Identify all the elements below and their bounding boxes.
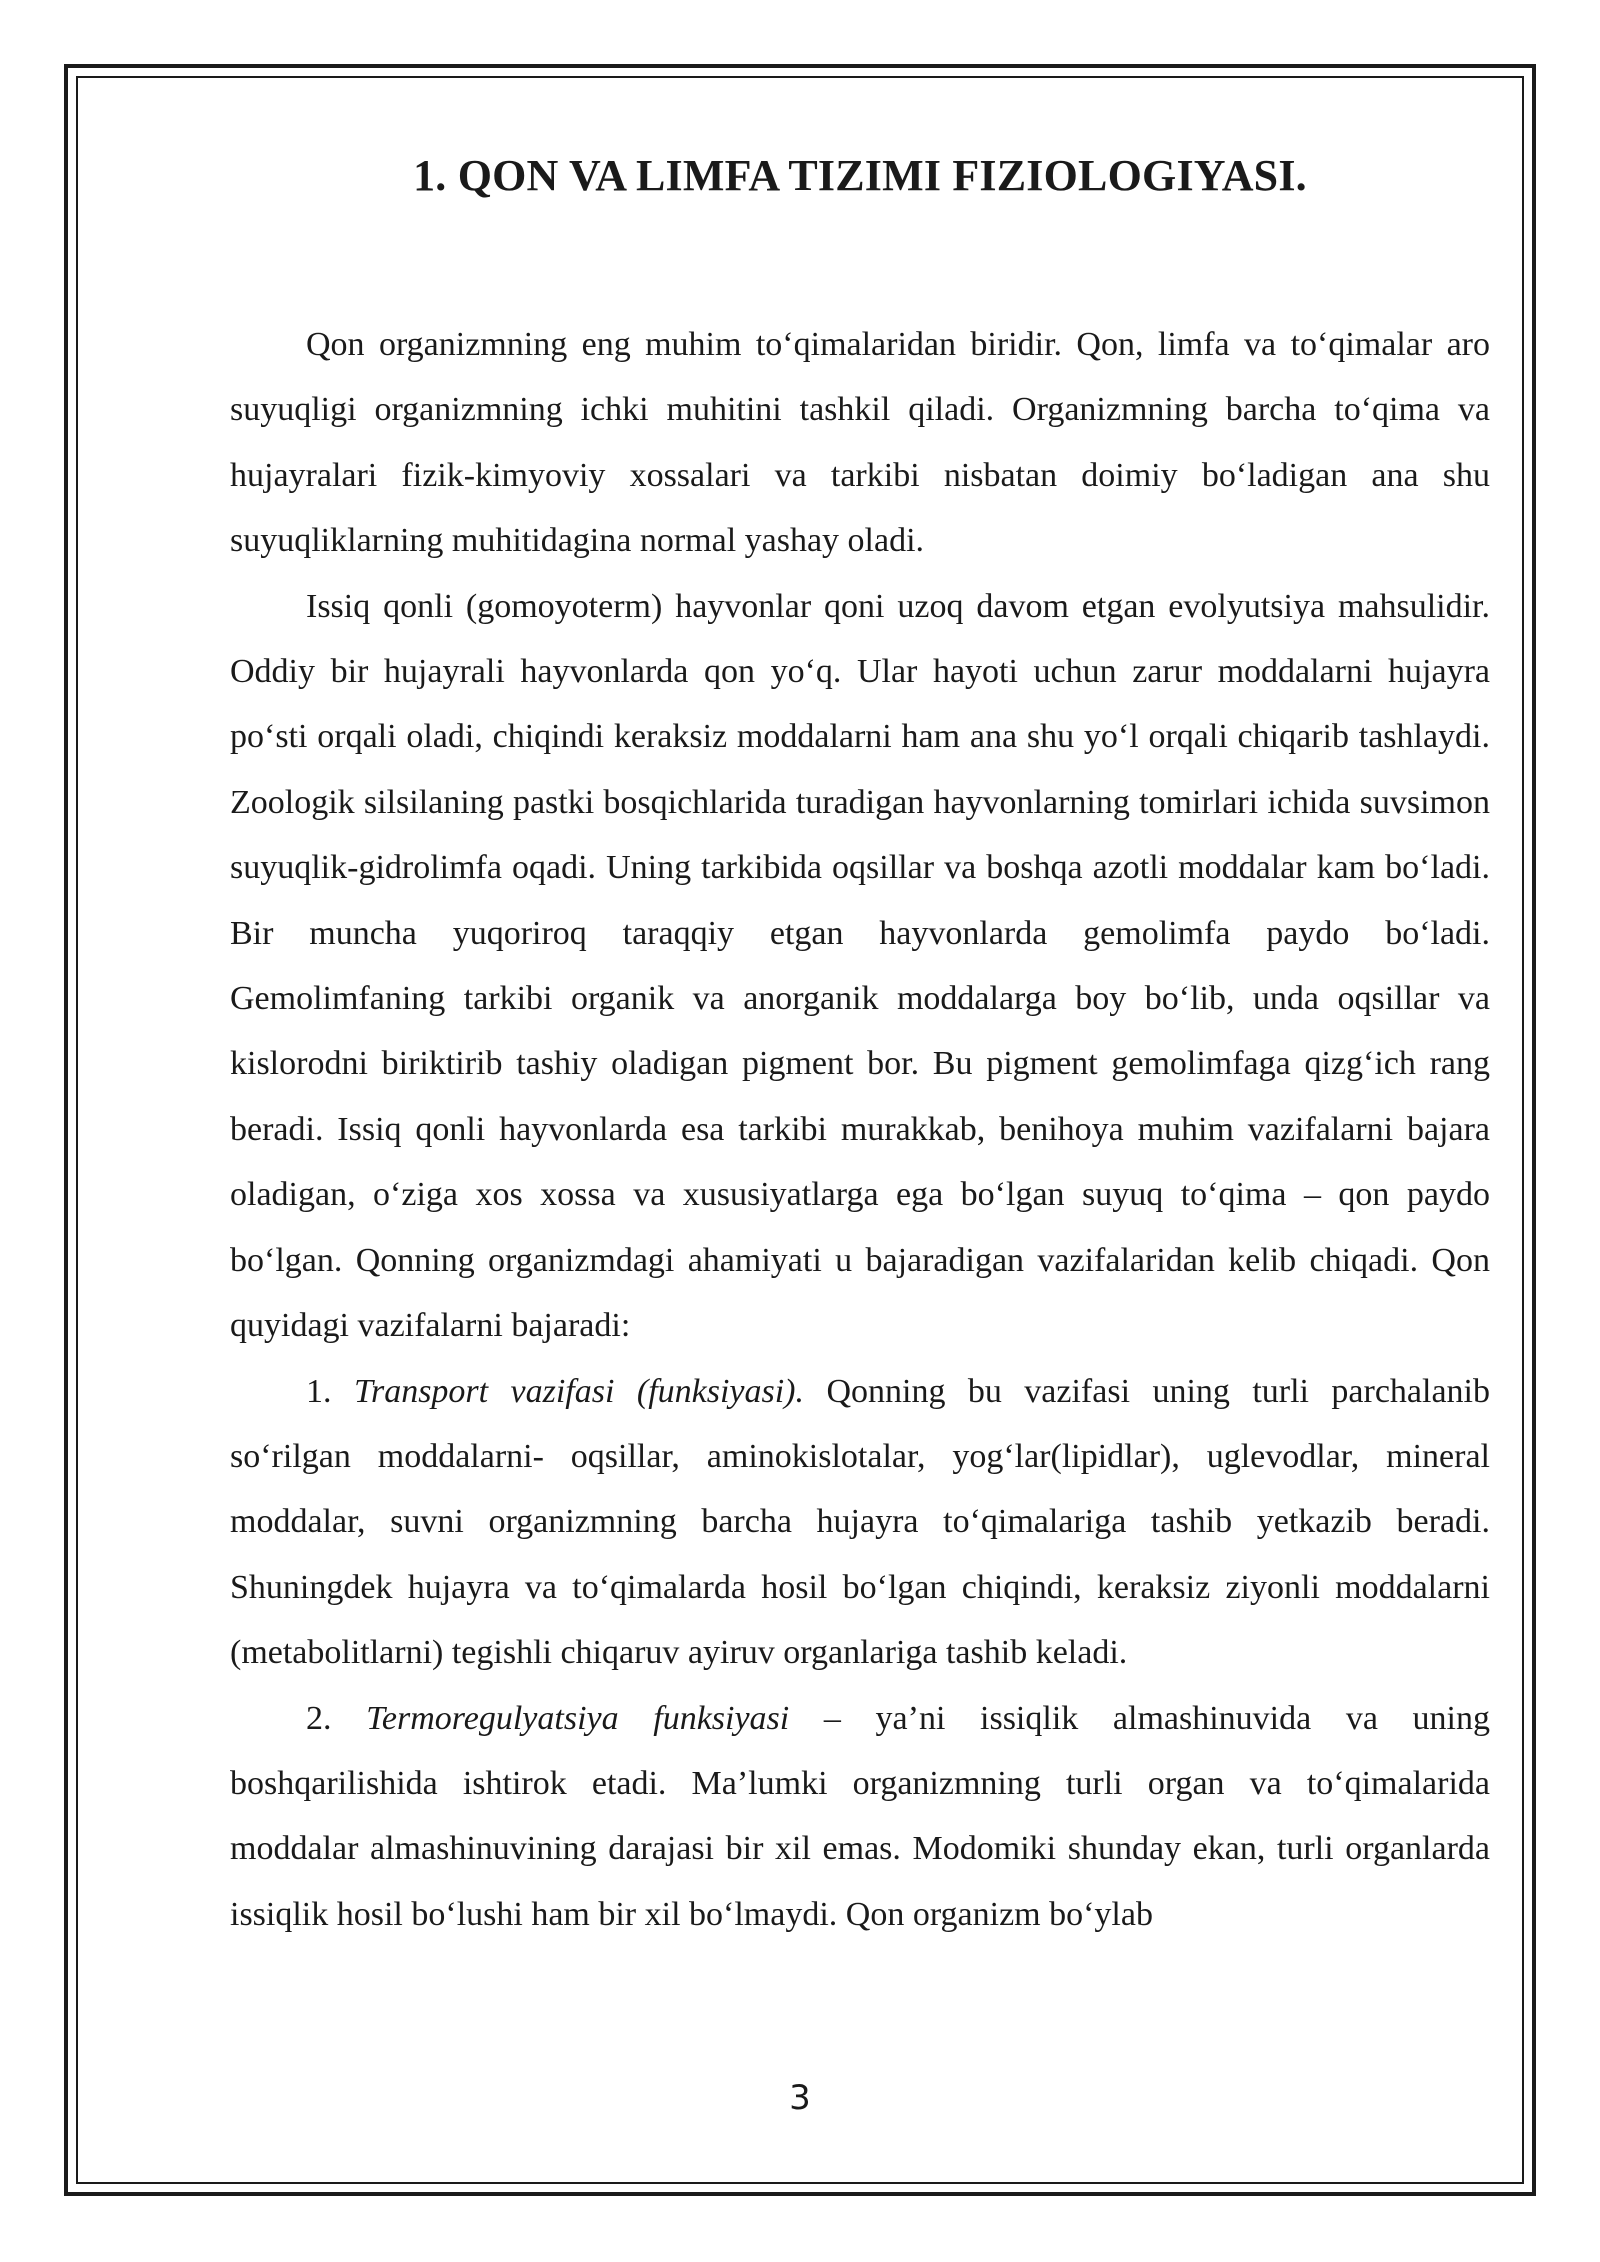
document-body	[230, 312, 1490, 1947]
page-title: 1. QON VA LIMFA TIZIMI FIZIOLOGIYASI.	[413, 151, 1307, 200]
page-number: 3	[789, 2078, 811, 2118]
paragraph-text: Issiq qonli (gomoyoterm) hayvonlar qoni uzoq davom etgan evolyutsiya mahsulidir. Oddiy bir hujayrali hayvonlarda qon yo‘q. Ular hayoti uchun zarur moddalarni hujayra po‘sti orqali oladi, chiqindi keraksiz moddalarni ham ana shu yo‘l orqali chiqarib tashlaydi. Zoologik silsilaning pastki bosqichlarida turadigan hayvonlarning tomirlari ichida suvsimon suyuqlik-gidrolimfa oqadi. Uning tarkibida oqsillar va boshqa azotli moddalar kam bo‘ladi. Bir muncha yuqoriroq taraqqiy etgan hayvonlarda gemolimfa paydo bo‘ladi. Gemolimfaning tarkibi organik va anorganik moddalarga boy bo‘lib, unda oqsillar va kislorodni biriktirib tashiy oladigan pigment bor. Bu pigment gemolimfaga qizg‘ich rang beradi. Issiq qonli hayvonlarda esa tarkibi murakkab, benihoya muhim vazifalarni bajara oladigan, o‘ziga xos xossa va xususiyatlarga ega bo‘lgan suyuq to‘qima – qon paydo bo‘lgan. Qonning organizmdagi ahamiyati u bajaradigan vazifalaridan kelib chiqadi. Qon quyidagi vazifalarni bajaradi:	[230, 587, 1490, 1345]
list-number: 2.	[306, 1699, 332, 1737]
paragraph-text: Qon organizmning eng muhim to‘qimalaridan biridir. Qon, limfa va to‘qimalar aro suyuqligi organizmning ichki muhitini tashkil qiladi. Organizmning barcha to‘qima va hujayralari fizik-kimyoviy xossalari va tarkibi nisbatan doimiy bo‘ladigan ana shu suyuqliklarning muhitidagina normal yashay oladi.	[230, 326, 1490, 560]
paragraph-evolution	[230, 574, 1490, 1359]
paragraph-transport-function	[230, 1359, 1490, 1686]
list-number: 1.	[306, 1372, 332, 1410]
function-heading: Transport vazifasi (funksiyasi).	[353, 1372, 804, 1410]
function-heading: Termoregulyatsiya funksiyasi	[366, 1699, 790, 1737]
paragraph-text: – ya’ni issiqlik almashinuvida va uning boshqarilishida ishtirok etadi. Ma’lumki organizmning turli organ va to‘qimalarida moddalar almashinuvining darajasi bir xil emas. Modomiki shunday ekan, turli organlarda issiqlik hosil bo‘lushi ham bir xil bo‘lmaydi. Qon organizm bo‘ylab	[230, 1699, 1491, 1933]
paragraph-intro	[230, 312, 1490, 574]
paragraph-text: Qonning bu vazifasi uning turli parchalanib so‘rilgan moddalarni- oqsillar, aminokislotalar, yog‘lar(lipidlar), uglevodlar, mineral moddalar, suvni organizmning barcha hujayra to‘qimalariga tashib yetkazib beradi. Shuningdek hujayra va to‘qimalarda hosil bo‘lgan chiqindi, keraksiz ziyonli moddalarni (metabolitlarni) tegishli chiqaruv ayiruv organlariga tashib keladi.	[230, 1372, 1491, 1672]
paragraph-thermoregulation-function	[230, 1686, 1490, 1948]
